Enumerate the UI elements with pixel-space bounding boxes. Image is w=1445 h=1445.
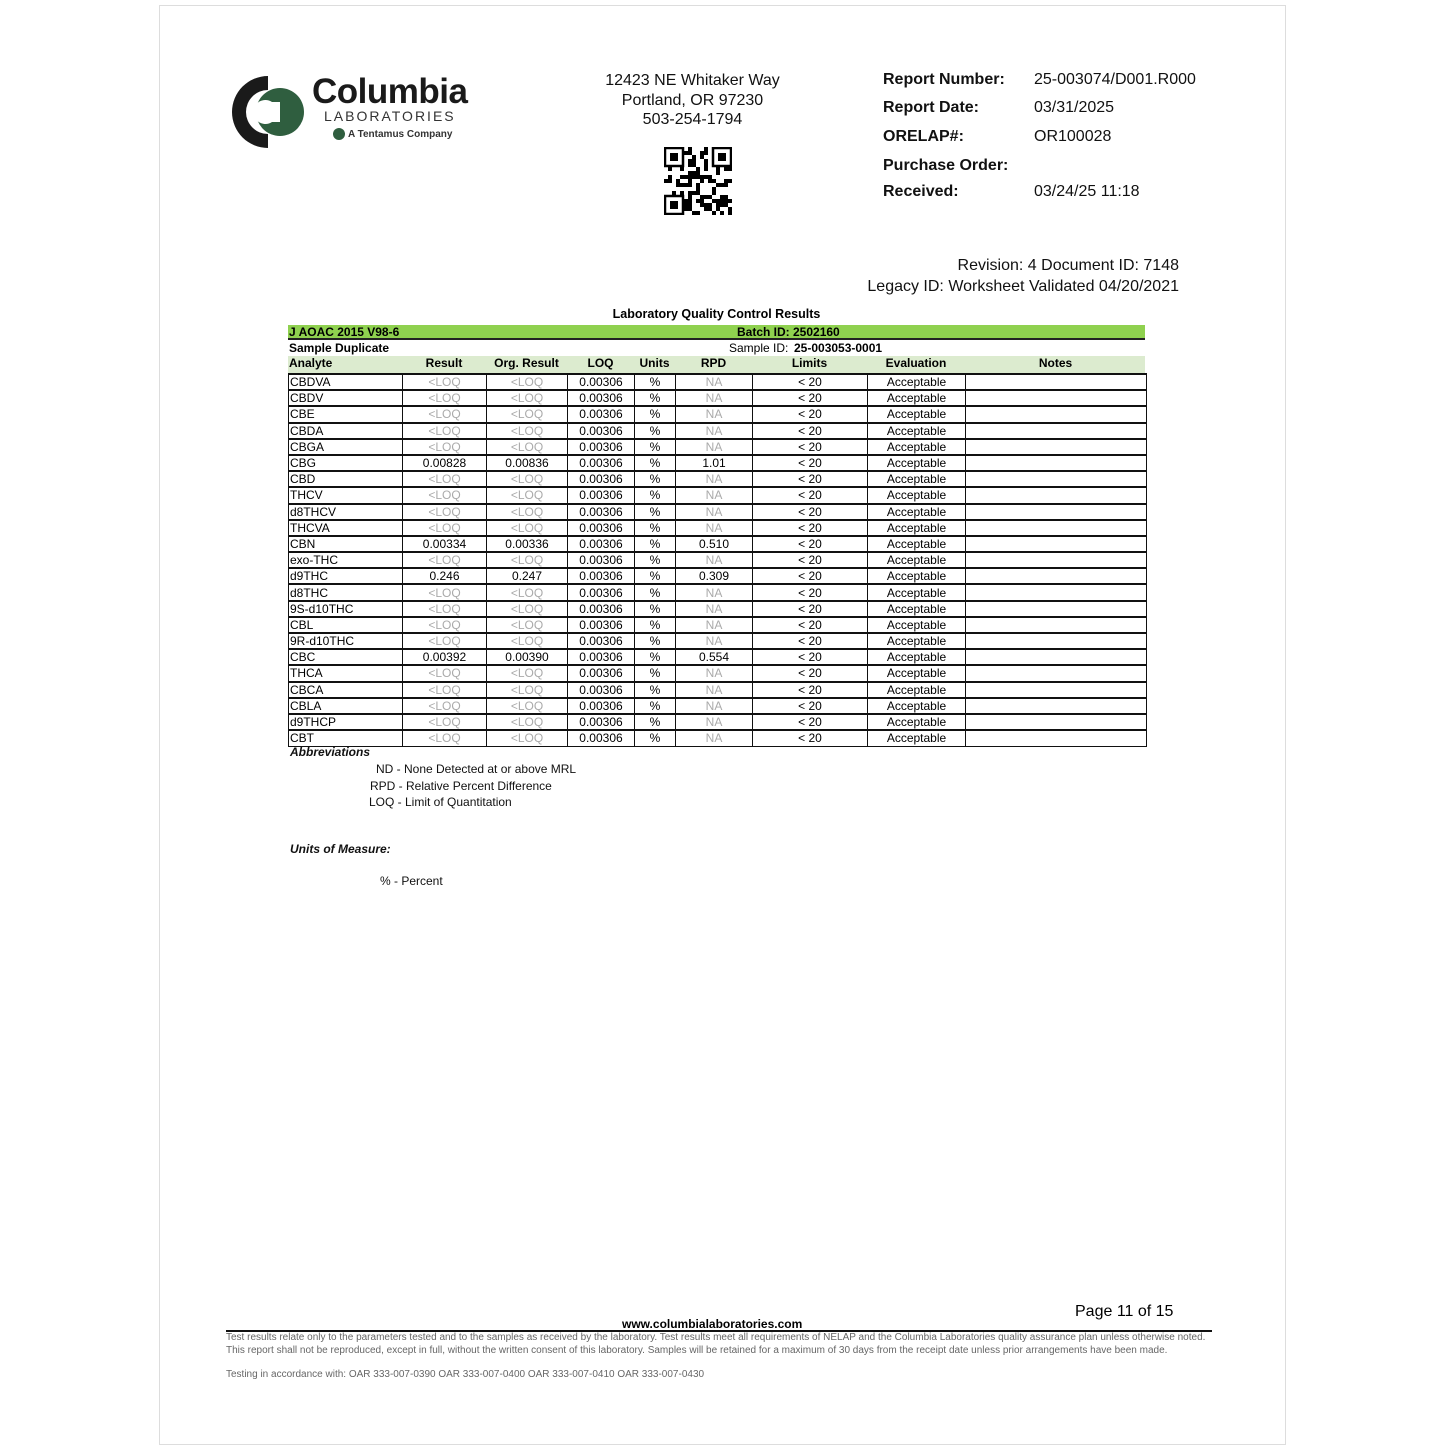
- table-cell: Acceptable: [868, 584, 966, 600]
- table-cell: < 20: [753, 406, 868, 422]
- table-cell: 0.00306: [568, 552, 635, 568]
- table-row: [289, 649, 1147, 665]
- table-cell: NA: [676, 714, 753, 730]
- table-cell: <LOQ: [403, 390, 487, 406]
- table-cell: <LOQ: [487, 698, 568, 714]
- table-cell: 0.00306: [568, 439, 635, 455]
- table-row: [289, 487, 1147, 503]
- table-cell: 0.247: [487, 568, 568, 584]
- table-cell: 0.00306: [568, 568, 635, 584]
- table-cell: 0.00306: [568, 487, 635, 503]
- table-cell: Acceptable: [868, 682, 966, 698]
- columbia-logo-icon: [228, 72, 310, 152]
- table-cell: <LOQ: [403, 698, 487, 714]
- table-cell: %: [635, 568, 676, 584]
- table-cell: <LOQ: [403, 406, 487, 422]
- table-cell: <LOQ: [403, 601, 487, 617]
- table-cell: NA: [676, 584, 753, 600]
- page-number: Page 11 of 15: [1075, 1303, 1174, 1320]
- table-cell: 0.00306: [568, 601, 635, 617]
- column-header: Limits: [791, 356, 828, 370]
- table-cell: < 20: [753, 649, 868, 665]
- column-header: Result: [425, 356, 463, 370]
- column-header: Units: [639, 356, 670, 370]
- table-cell: < 20: [753, 423, 868, 439]
- method-bar: [288, 325, 1145, 340]
- table-cell: 0.554: [676, 649, 753, 665]
- table-cell: [966, 471, 1147, 487]
- table-cell: Acceptable: [868, 406, 966, 422]
- table-cell: NA: [676, 633, 753, 649]
- address-line: 12423 NE Whitaker Way: [605, 72, 780, 89]
- report-value: 25-003074/D001.R000: [1034, 71, 1196, 88]
- table-row: [289, 698, 1147, 714]
- table-cell: NA: [676, 439, 753, 455]
- table-cell: < 20: [753, 439, 868, 455]
- table-cell: <LOQ: [487, 471, 568, 487]
- table-cell: THCA: [289, 665, 403, 681]
- table-cell: 0.246: [403, 568, 487, 584]
- table-cell: [966, 423, 1147, 439]
- table-cell: 0.00306: [568, 423, 635, 439]
- table-cell: CBC: [289, 649, 403, 665]
- table-cell: [966, 633, 1147, 649]
- table-cell: 0.00836: [487, 455, 568, 471]
- qc-title: Laboratory Quality Control Results: [612, 307, 821, 321]
- table-cell: [966, 439, 1147, 455]
- table-cell: CBG: [289, 455, 403, 471]
- logo-subtitle: LABORATORIES: [324, 108, 456, 124]
- table-cell: %: [635, 390, 676, 406]
- table-cell: 0.00306: [568, 455, 635, 471]
- table-cell: 0.00334: [403, 536, 487, 552]
- table-cell: CBL: [289, 617, 403, 633]
- table-cell: Acceptable: [868, 439, 966, 455]
- table-row: [289, 390, 1147, 406]
- table-cell: d8THCV: [289, 504, 403, 520]
- table-cell: %: [635, 552, 676, 568]
- table-cell: CBDV: [289, 390, 403, 406]
- table-cell: 0.00306: [568, 520, 635, 536]
- legacy-id: Legacy ID: Worksheet Validated 04/20/2021: [867, 278, 1179, 295]
- table-cell: 0.00306: [568, 584, 635, 600]
- column-header: LOQ: [587, 356, 614, 370]
- table-cell: Acceptable: [868, 633, 966, 649]
- table-cell: CBGA: [289, 439, 403, 455]
- table-cell: <LOQ: [487, 504, 568, 520]
- table-cell: NA: [676, 406, 753, 422]
- table-cell: [966, 714, 1147, 730]
- table-cell: <LOQ: [403, 423, 487, 439]
- sample-bar: [288, 341, 1145, 356]
- table-cell: 0.00306: [568, 649, 635, 665]
- table-cell: [966, 504, 1147, 520]
- table-cell: <LOQ: [487, 665, 568, 681]
- report-label: Report Number:: [883, 71, 1005, 88]
- column-header: Notes: [1038, 356, 1073, 370]
- sample-id-label: Sample ID:: [729, 341, 789, 355]
- table-cell: [966, 374, 1147, 390]
- report-value: 03/31/2025: [1034, 99, 1115, 116]
- table-cell: [966, 698, 1147, 714]
- table-cell: <LOQ: [487, 439, 568, 455]
- table-cell: exo-THC: [289, 552, 403, 568]
- table-cell: %: [635, 714, 676, 730]
- table-cell: 0.00306: [568, 682, 635, 698]
- table-cell: Acceptable: [868, 374, 966, 390]
- table-cell: < 20: [753, 536, 868, 552]
- table-cell: 9S-d10THC: [289, 601, 403, 617]
- table-cell: NA: [676, 552, 753, 568]
- table-row: [289, 730, 1147, 746]
- column-header: Analyte: [289, 356, 333, 370]
- table-cell: %: [635, 584, 676, 600]
- table-cell: <LOQ: [487, 374, 568, 390]
- table-cell: <LOQ: [403, 682, 487, 698]
- table-cell: <LOQ: [487, 682, 568, 698]
- table-cell: [966, 552, 1147, 568]
- tentamus-icon: [332, 127, 346, 141]
- table-cell: <LOQ: [403, 665, 487, 681]
- column-header: Org. Result: [494, 356, 559, 370]
- table-cell: %: [635, 439, 676, 455]
- table-cell: 0.00306: [568, 730, 635, 746]
- table-cell: [966, 665, 1147, 681]
- table-cell: [966, 487, 1147, 503]
- table-row: [289, 552, 1147, 568]
- table-cell: NA: [676, 471, 753, 487]
- column-header: Evaluation: [885, 356, 947, 370]
- table-row: [289, 568, 1147, 584]
- table-cell: Acceptable: [868, 423, 966, 439]
- table-cell: <LOQ: [487, 520, 568, 536]
- table-cell: 0.00392: [403, 649, 487, 665]
- table-cell: <LOQ: [403, 471, 487, 487]
- report-label: Received:: [883, 183, 959, 200]
- table-cell: Acceptable: [868, 390, 966, 406]
- table-cell: NA: [676, 730, 753, 746]
- table-cell: CBE: [289, 406, 403, 422]
- table-cell: <LOQ: [403, 374, 487, 390]
- table-cell: CBDVA: [289, 374, 403, 390]
- table-cell: Acceptable: [868, 536, 966, 552]
- table-cell: [966, 649, 1147, 665]
- table-cell: %: [635, 698, 676, 714]
- table-cell: Acceptable: [868, 471, 966, 487]
- address-phone: 503-254-1794: [642, 111, 743, 128]
- table-cell: CBT: [289, 730, 403, 746]
- table-cell: NA: [676, 390, 753, 406]
- table-cell: <LOQ: [403, 633, 487, 649]
- table-cell: NA: [676, 423, 753, 439]
- table-cell: THCVA: [289, 520, 403, 536]
- table-cell: <LOQ: [487, 552, 568, 568]
- table-cell: NA: [676, 665, 753, 681]
- table-cell: 0.00306: [568, 390, 635, 406]
- table-cell: < 20: [753, 730, 868, 746]
- report-value: 03/24/25 11:18: [1034, 183, 1140, 200]
- table-cell: < 20: [753, 390, 868, 406]
- table-cell: 0.00306: [568, 374, 635, 390]
- table-cell: %: [635, 536, 676, 552]
- table-cell: %: [635, 406, 676, 422]
- table-cell: d8THC: [289, 584, 403, 600]
- table-cell: d9THCP: [289, 714, 403, 730]
- table-cell: <LOQ: [487, 730, 568, 746]
- table-cell: %: [635, 617, 676, 633]
- table-cell: < 20: [753, 520, 868, 536]
- table-cell: CBD: [289, 471, 403, 487]
- table-cell: <LOQ: [403, 487, 487, 503]
- table-row: [289, 601, 1147, 617]
- table-cell: <LOQ: [487, 617, 568, 633]
- report-label: Report Date:: [883, 99, 980, 116]
- table-cell: [966, 568, 1147, 584]
- table-cell: 0.00306: [568, 698, 635, 714]
- table-row: [289, 665, 1147, 681]
- table-cell: %: [635, 649, 676, 665]
- table-cell: <LOQ: [487, 633, 568, 649]
- table-cell: Acceptable: [868, 665, 966, 681]
- table-row: [289, 714, 1147, 730]
- table-cell: 0.00306: [568, 406, 635, 422]
- table-cell: <LOQ: [487, 487, 568, 503]
- table-cell: %: [635, 455, 676, 471]
- table-cell: <LOQ: [403, 439, 487, 455]
- abbr-rpd: RPD - Relative Percent Difference: [370, 778, 552, 793]
- table-cell: <LOQ: [487, 423, 568, 439]
- table-cell: < 20: [753, 617, 868, 633]
- table-cell: [966, 455, 1147, 471]
- table-cell: [966, 520, 1147, 536]
- table-cell: %: [635, 374, 676, 390]
- table-cell: < 20: [753, 471, 868, 487]
- table-header: [288, 356, 1145, 373]
- table-cell: < 20: [753, 374, 868, 390]
- table-cell: 1.01: [676, 455, 753, 471]
- table-cell: < 20: [753, 504, 868, 520]
- table-cell: Acceptable: [868, 504, 966, 520]
- table-row: [289, 504, 1147, 520]
- table-cell: %: [635, 520, 676, 536]
- table-cell: NA: [676, 617, 753, 633]
- table-cell: [966, 584, 1147, 600]
- qc-results-table: [288, 373, 1147, 747]
- table-cell: < 20: [753, 682, 868, 698]
- table-row: [289, 682, 1147, 698]
- table-cell: <LOQ: [487, 601, 568, 617]
- table-cell: 0.00390: [487, 649, 568, 665]
- table-cell: 0.510: [676, 536, 753, 552]
- method-name: J AOAC 2015 V98-6: [289, 325, 400, 339]
- table-cell: [966, 730, 1147, 746]
- abbr-nd: ND - None Detected at or above MRL: [376, 762, 577, 776]
- table-cell: 0.00828: [403, 455, 487, 471]
- units-title: Units of Measure:: [290, 842, 391, 856]
- table-row: [289, 633, 1147, 649]
- table-cell: Acceptable: [868, 568, 966, 584]
- table-row: [289, 455, 1147, 471]
- address-city: Portland, OR 97230: [621, 91, 764, 109]
- report-value: OR100028: [1034, 128, 1112, 145]
- table-cell: <LOQ: [403, 714, 487, 730]
- table-cell: [966, 682, 1147, 698]
- table-cell: NA: [676, 520, 753, 536]
- table-cell: Acceptable: [868, 714, 966, 730]
- table-cell: < 20: [753, 698, 868, 714]
- table-cell: < 20: [753, 601, 868, 617]
- table-row: [289, 584, 1147, 600]
- table-cell: d9THC: [289, 568, 403, 584]
- table-cell: [966, 406, 1147, 422]
- unit-percent: % - Percent: [380, 874, 443, 888]
- table-cell: <LOQ: [403, 730, 487, 746]
- table-cell: < 20: [753, 714, 868, 730]
- table-cell: Acceptable: [868, 552, 966, 568]
- table-cell: %: [635, 730, 676, 746]
- table-cell: [966, 536, 1147, 552]
- abbr-loq: LOQ - Limit of Quantitation: [369, 795, 512, 809]
- table-cell: 0.00306: [568, 471, 635, 487]
- table-row: [289, 536, 1147, 552]
- abbreviations-title: Abbreviations: [290, 745, 371, 759]
- logo-name: Columbia: [312, 72, 468, 111]
- table-cell: CBCA: [289, 682, 403, 698]
- table-cell: 0.00306: [568, 633, 635, 649]
- table-cell: <LOQ: [403, 520, 487, 536]
- table-row: [289, 520, 1147, 536]
- table-cell: < 20: [753, 633, 868, 649]
- report-label: ORELAP#:: [883, 128, 964, 145]
- table-cell: %: [635, 665, 676, 681]
- lab-address: [590, 71, 795, 130]
- revision-text: Revision: 4 Document ID: 7148: [957, 257, 1179, 274]
- table-cell: 9R-d10THC: [289, 633, 403, 649]
- table-cell: < 20: [753, 568, 868, 584]
- table-cell: <LOQ: [487, 714, 568, 730]
- column-header: RPD: [700, 356, 727, 370]
- table-cell: 0.309: [676, 568, 753, 584]
- table-cell: Acceptable: [868, 617, 966, 633]
- table-cell: THCV: [289, 487, 403, 503]
- table-cell: 0.00336: [487, 536, 568, 552]
- table-cell: 0.00306: [568, 504, 635, 520]
- testing-standards: Testing in accordance with: OAR 333-007-0390 OAR 333-007-0400 OAR 333-007-0410 OAR 333-007-0430: [226, 1369, 705, 1380]
- table-cell: <LOQ: [403, 504, 487, 520]
- table-cell: Acceptable: [868, 730, 966, 746]
- qr-code-icon: [664, 147, 732, 215]
- table-cell: %: [635, 633, 676, 649]
- table-cell: Acceptable: [868, 698, 966, 714]
- table-cell: < 20: [753, 665, 868, 681]
- table-cell: Acceptable: [868, 649, 966, 665]
- table-cell: CBDA: [289, 423, 403, 439]
- table-cell: NA: [676, 374, 753, 390]
- table-cell: NA: [676, 487, 753, 503]
- table-cell: Acceptable: [868, 455, 966, 471]
- table-cell: NA: [676, 682, 753, 698]
- table-row: [289, 406, 1147, 422]
- table-row: [289, 374, 1147, 390]
- table-row: [289, 423, 1147, 439]
- table-cell: <LOQ: [403, 617, 487, 633]
- website-link[interactable]: www.columbialaboratories.com: [622, 1317, 803, 1331]
- table-cell: <LOQ: [403, 552, 487, 568]
- table-row: [289, 439, 1147, 455]
- disclaimer: Test results relate only to the parameters tested and to the samples as received by the laboratory. Test results meet all requirements of NELAP and the Columbia Laboratories quality assurance plan unless otherwise noted. This report shall not be reproduced, except in full, without the written consent of this laboratory. Samples will be retained for a maximum of 30 days from the receipt date unless prior arrangements have been made.: [226, 1332, 1206, 1356]
- table-cell: < 20: [753, 487, 868, 503]
- table-cell: %: [635, 487, 676, 503]
- sample-type: Sample Duplicate: [289, 341, 390, 355]
- table-cell: CBN: [289, 536, 403, 552]
- table-cell: <LOQ: [487, 584, 568, 600]
- table-cell: Acceptable: [868, 487, 966, 503]
- table-cell: <LOQ: [487, 390, 568, 406]
- table-cell: NA: [676, 698, 753, 714]
- table-cell: %: [635, 423, 676, 439]
- sample-id: 25-003053-0001: [794, 341, 883, 355]
- table-cell: NA: [676, 504, 753, 520]
- table-cell: [966, 390, 1147, 406]
- table-cell: Acceptable: [868, 601, 966, 617]
- batch-id: Batch ID: 2502160: [737, 325, 840, 339]
- table-cell: NA: [676, 601, 753, 617]
- abbreviations-list: [369, 761, 577, 811]
- table-cell: CBLA: [289, 698, 403, 714]
- table-cell: 0.00306: [568, 536, 635, 552]
- table-cell: 0.00306: [568, 714, 635, 730]
- table-cell: [966, 601, 1147, 617]
- table-cell: %: [635, 682, 676, 698]
- table-cell: %: [635, 601, 676, 617]
- table-cell: 0.00306: [568, 617, 635, 633]
- table-row: [289, 617, 1147, 633]
- table-row: [289, 471, 1147, 487]
- logo-tagline: A Tentamus Company: [348, 129, 453, 140]
- table-cell: < 20: [753, 584, 868, 600]
- table-cell: Acceptable: [868, 520, 966, 536]
- table-cell: < 20: [753, 455, 868, 471]
- table-cell: < 20: [753, 552, 868, 568]
- table-cell: <LOQ: [487, 406, 568, 422]
- table-cell: %: [635, 471, 676, 487]
- table-cell: %: [635, 504, 676, 520]
- table-cell: [966, 617, 1147, 633]
- report-label: Purchase Order:: [883, 157, 1009, 174]
- table-cell: 0.00306: [568, 665, 635, 681]
- table-cell: <LOQ: [403, 584, 487, 600]
